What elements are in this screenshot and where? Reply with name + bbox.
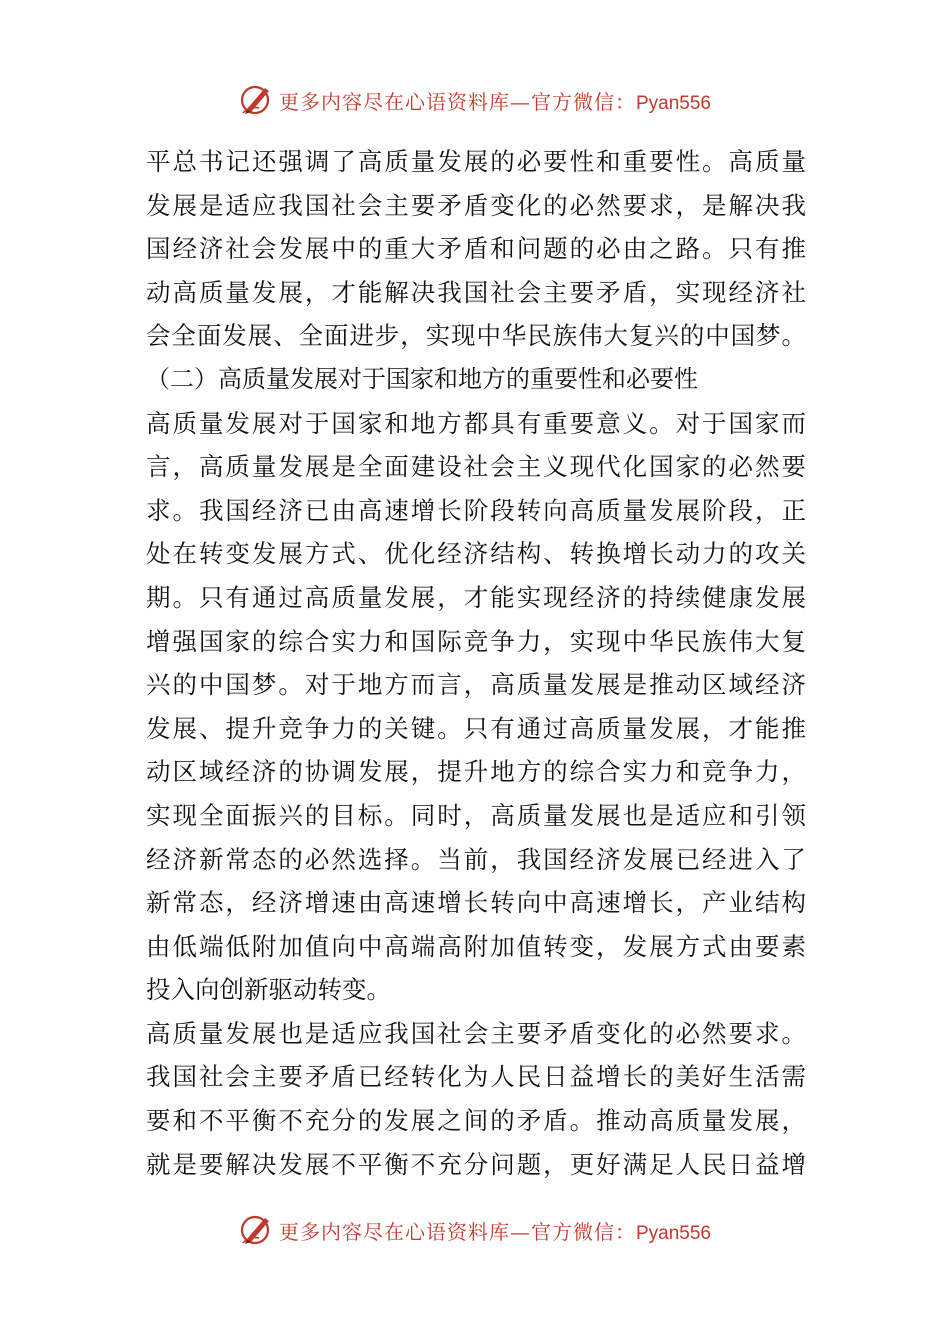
header-banner [0, 80, 950, 120]
body-line: 发展是适应我国社会主要矛盾变化的必然要求，是解决我 [146, 190, 806, 220]
footer-banner [0, 1210, 950, 1250]
body-line: 由低端低附加值向中高端高附加值转变，发展方式由要素 [146, 931, 806, 961]
body-line: 动高质量发展，才能解决我国社会主要矛盾，实现经济社 [146, 277, 806, 307]
body-line: 国经济社会发展中的重大矛盾和问题的必由之路。只有推 [146, 234, 806, 264]
body-line: 期。只有通过高质量发展，才能实现经济的持续健康发展 [146, 582, 806, 612]
pen-logo-icon [239, 82, 275, 118]
header-wechat-id: Pyan556 [635, 92, 711, 114]
body-line: 高质量发展也是适应我国社会主要矛盾变化的必然要求。 [146, 1018, 806, 1048]
body-line: 动区域经济的协调发展，提升地方的综合实力和竞争力， [146, 757, 806, 787]
body-line: 平总书记还强调了高质量发展的必要性和重要性。高质量 [146, 147, 806, 176]
footer-banner-text: 更多内容尽在心语资料库—官方微信：Pyan556 [278, 1219, 711, 1244]
pen-logo-icon [239, 1212, 275, 1248]
body-line: 就是要解决发展不平衡不充分问题，更好满足人民日益增 [146, 1149, 806, 1179]
body-line: 言，高质量发展是全面建设社会主义现代化国家的必然要 [146, 452, 806, 482]
body-line: 增强国家的综合实力和国际竞争力，实现中华民族伟大复 [146, 626, 806, 656]
body-line: 要和不平衡不充分的发展之间的矛盾。推动高质量发展， [146, 1106, 806, 1136]
body-line: 我国社会主要矛盾已经转化为人民日益增长的美好生活需 [146, 1062, 806, 1092]
body-line: 会全面发展、全面进步，实现中华民族伟大复兴的中国梦。 [146, 321, 806, 351]
body-line: 处在转变发展方式、优化经济结构、转换增长动力的攻关 [146, 539, 806, 569]
body-line: 兴的中国梦。对于地方而言，高质量发展是推动区域经济 [146, 670, 806, 700]
body-line: 高质量发展对于国家和地方都具有重要意义。对于国家而 [146, 408, 806, 438]
header-banner-text: 更多内容尽在心语资料库—官方微信：Pyan556 [278, 89, 711, 114]
body-line: 实现全面振兴的目标。同时，高质量发展也是适应和引领 [146, 800, 806, 830]
body-line: 发展、提升竞争力的关键。只有通过高质量发展，才能推 [146, 713, 806, 743]
footer-wechat-id: Pyan556 [635, 1222, 711, 1244]
body-line: 新常态，经济增速由高速增长转向中高速增长，产业结构 [146, 888, 806, 918]
body-line: 经济新常态的必然选择。当前，我国经济发展已经进入了 [146, 844, 806, 874]
document-body [146, 140, 806, 1186]
section-heading: （二）高质量发展对于国家和地方的重要性和必要性 [146, 364, 698, 393]
body-line: 求。我国经济已由高速增长阶段转向高质量发展阶段，正 [146, 495, 806, 525]
body-line: 投入向创新驱动转变。 [146, 975, 391, 1005]
